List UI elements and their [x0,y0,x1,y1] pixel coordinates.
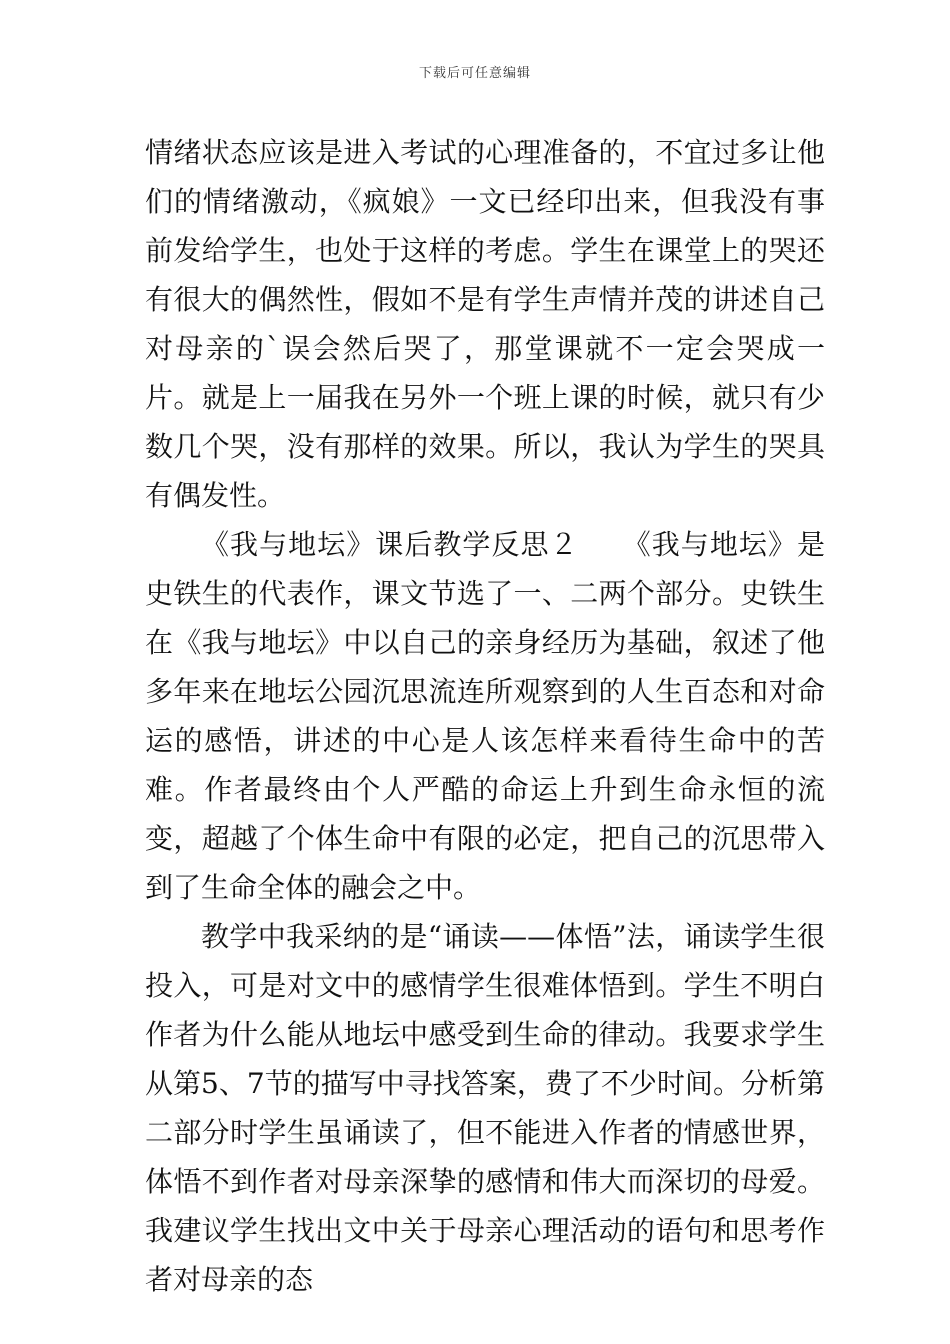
document-body [145,128,825,1304]
paragraph: 教学中我采纳的是“诵读——体悟”法，诵读学生很投入，可是对文中的感情学生很难体悟到。学生不明白作者为什么能从地坛中感受到生命的律动。我要求学生从第5、7节的描写中寻找答案，费了不少时间。分析第二部分时学生虽诵读了，但不能进入作者的情感世界，体悟不到作者对母亲深挚的感情和伟大而深切的母爱。我建议学生找出文中关于母亲心理活动的语句和思考作者对母亲的态 [145,920,825,1296]
paragraph: 《我与地坛》课后教学反思２ 《我与地坛》是史铁生的代表作，课文节选了一、二两个部分。史铁生在《我与地坛》中以自己的亲身经历为基础，叙述了他多年来在地坛公园沉思流连所观察到的人生百态和对命运的感悟，讲述的中心是人该怎样来看待生命中的苦难。作者最终由个人严酷的命运上升到生命永恒的流变，超越了个体生命中有限的必定，把自己的沉思带入到了生命全体的融会之中。 [145,528,825,904]
paragraph: 情绪状态应该是进入考试的心理准备的，不宜过多让他们的情绪激动，《疯娘》一文已经印出来，但我没有事前发给学生，也处于这样的考虑。学生在课堂上的哭还有很大的偶然性，假如不是有学生声情并茂的讲述自己对母亲的`误会然后哭了，那堂课就不一定会哭成一片。就是上一届我在另外一个班上课的时候，就只有少数几个哭，没有那样的效果。所以，我认为学生的哭具有偶发性。 [145,136,825,512]
page-header: 下载后可任意编辑 [418,66,531,81]
